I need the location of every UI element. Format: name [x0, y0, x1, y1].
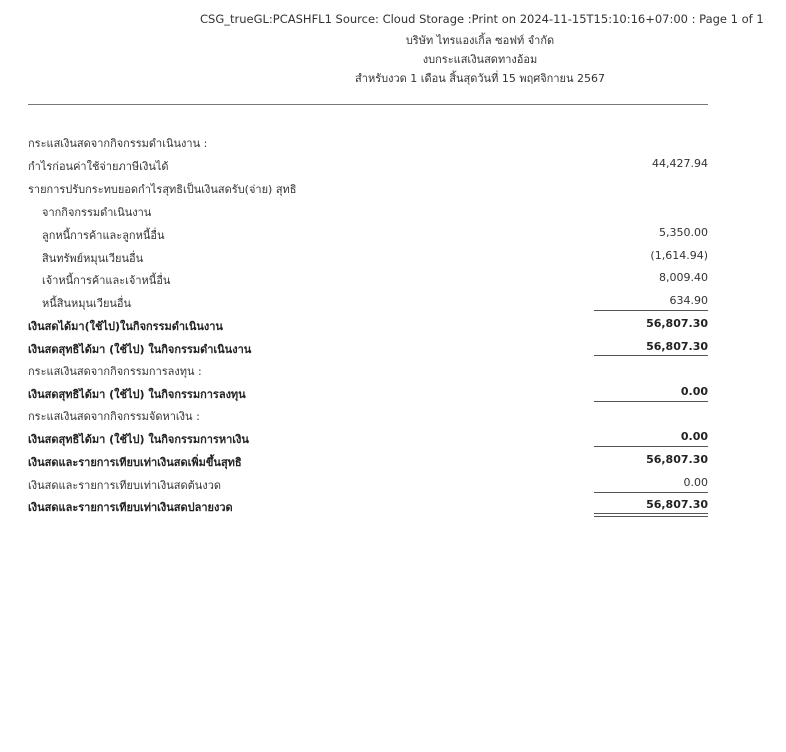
row-profit-before-tax — [0, 157, 786, 175]
row-operating-cash-subtotal — [0, 317, 786, 335]
row-label: เงินสดและรายการเทียบเท่าเงินสดต้นงวด — [28, 479, 222, 492]
subtotal-underline — [594, 310, 708, 311]
subtotal-underline — [594, 492, 708, 493]
double-underline-bottom — [594, 516, 708, 517]
row-amount: 56,807.30 — [646, 340, 708, 353]
report-meta-line: CSG_trueGL:PCASHFL1 Source: Cloud Storage :Print on 2024-11-15T15:10:16+07:00 : Page 1 of 1 — [200, 12, 764, 26]
row-label: กระแสเงินสดจากกิจกรรมจัดหาเงิน : — [28, 410, 200, 423]
section-financing-heading — [0, 407, 786, 425]
row-amount: 56,807.30 — [646, 498, 708, 511]
total-underline — [594, 401, 708, 402]
row-label: เงินสดและรายการเทียบเท่าเงินสดเพิ่มขึ้นสุทธิ — [28, 456, 242, 469]
row-amount: 0.00 — [683, 476, 708, 489]
row-label: เงินสดสุทธิได้มา (ใช้ไป) ในกิจกรรมดำเนินงาน — [28, 343, 252, 356]
row-label: ลูกหนี้การค้าและลูกหนี้อื่น — [42, 229, 165, 242]
row-label: เงินสดสุทธิได้มา (ใช้ไป) ในกิจกรรมการหาเงิน — [28, 433, 249, 446]
row-label: สินทรัพย์หมุนเวียนอื่น — [42, 252, 144, 265]
row-amount: 44,427.94 — [652, 157, 708, 170]
row-adjustments-heading — [0, 180, 786, 198]
report-period: สำหรับงวด 1 เดือน สิ้นสุดวันที่ 15 พฤศจิกายน 2567 — [355, 72, 605, 85]
row-amount: 56,807.30 — [646, 453, 708, 466]
row-amount: 634.90 — [669, 294, 708, 307]
double-underline-top — [594, 513, 708, 514]
row-label: เจ้าหนี้การค้าและเจ้าหนี้อื่น — [42, 274, 171, 287]
company-name: บริษัท ไทรแองเกิ้ล ซอฟท์ จำกัด — [405, 34, 555, 47]
row-amount: 0.00 — [680, 430, 708, 443]
section-operating-heading — [0, 134, 786, 152]
row-label: รายการปรับกระทบยอดกำไรสุทธิเป็นเงินสดรับ(จ่าย) สุทธิ — [28, 183, 297, 196]
row-label: หนี้สินหมุนเวียนอื่น — [42, 297, 132, 310]
row-label: เงินสดสุทธิได้มา (ใช้ไป) ในกิจกรรมการลงทุน — [28, 388, 246, 401]
total-underline — [594, 355, 708, 356]
row-amount: 5,350.00 — [659, 226, 708, 239]
total-underline — [594, 446, 708, 447]
row-amount: 56,807.30 — [646, 317, 708, 330]
row-amount: (1,614.94) — [650, 249, 708, 262]
row-label: กระแสเงินสดจากกิจกรรมการลงทุน : — [28, 365, 202, 378]
row-label: เงินสดและรายการเทียบเท่าเงินสดปลายงวด — [28, 501, 233, 514]
row-amount: 0.00 — [680, 385, 708, 398]
row-trade-receivables — [0, 226, 786, 244]
row-from-operations — [0, 203, 786, 221]
row-net-increase-cash — [0, 453, 786, 471]
row-label: กำไรก่อนค่าใช้จ่ายภาษีเงินได้ — [28, 160, 169, 173]
header-divider — [28, 104, 708, 105]
row-label: เงินสดได้มา(ใช้ไป)ในกิจกรรมดำเนินงาน — [28, 320, 223, 333]
row-label: จากกิจกรรมดำเนินงาน — [42, 206, 152, 219]
row-other-current-assets — [0, 249, 786, 267]
row-label: กระแสเงินสดจากกิจกรรมดำเนินงาน : — [28, 137, 208, 150]
section-investing-heading — [0, 362, 786, 380]
row-amount: 8,009.40 — [659, 271, 708, 284]
report-title: งบกระแสเงินสดทางอ้อม — [422, 53, 538, 66]
row-trade-payables — [0, 271, 786, 289]
